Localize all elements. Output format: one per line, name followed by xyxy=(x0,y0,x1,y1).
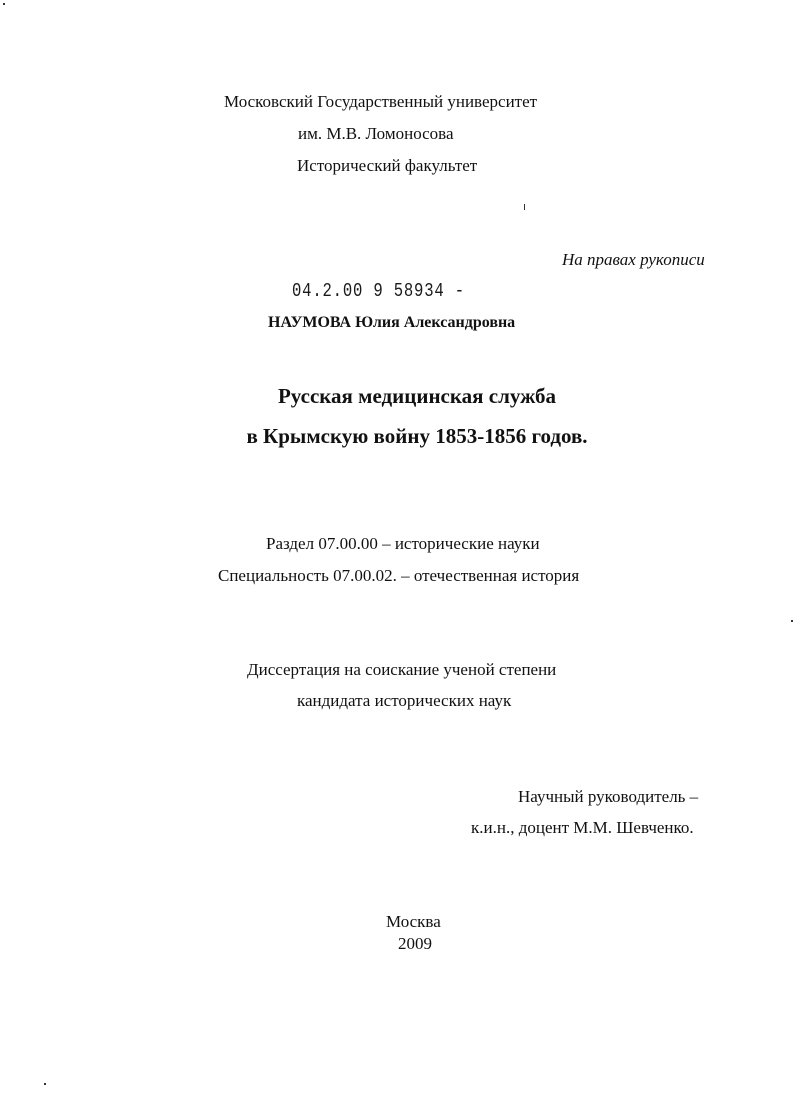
title-line-2: в Крымскую войну 1853-1856 годов. xyxy=(246,424,588,448)
scan-speck xyxy=(791,620,793,622)
scan-speck xyxy=(3,3,5,5)
dissertation-line-1: Диссертация на соискание ученой степени xyxy=(247,660,557,679)
speciality-code: Специальность 07.00.02. – отечественная история xyxy=(218,566,580,585)
faculty-name: Исторический факультет xyxy=(297,156,478,175)
section-code: Раздел 07.00.00 – исторические науки xyxy=(266,534,540,553)
title-line-1: Русская медицинская служба xyxy=(277,384,557,408)
dissertation-line-2: кандидата исторических наук xyxy=(297,691,512,710)
author-name: НАУМОВА Юлия Александровна xyxy=(268,314,516,331)
manuscript-rights-note: На правах рукописи xyxy=(562,250,705,269)
supervisor-name: к.и.н., доцент М.М. Шевченко. xyxy=(471,818,694,837)
city: Москва xyxy=(386,912,441,931)
supervisor-label: Научный руководитель – xyxy=(518,787,699,806)
university-name: Московский Государственный университет xyxy=(224,92,538,111)
scan-speck xyxy=(44,1083,46,1085)
university-named-after: им. М.В. Ломоносова xyxy=(298,124,454,143)
registration-number-stamp: 04.2.00 9 58934 - xyxy=(292,280,465,302)
scan-speck xyxy=(524,204,525,210)
year: 2009 xyxy=(398,934,432,953)
